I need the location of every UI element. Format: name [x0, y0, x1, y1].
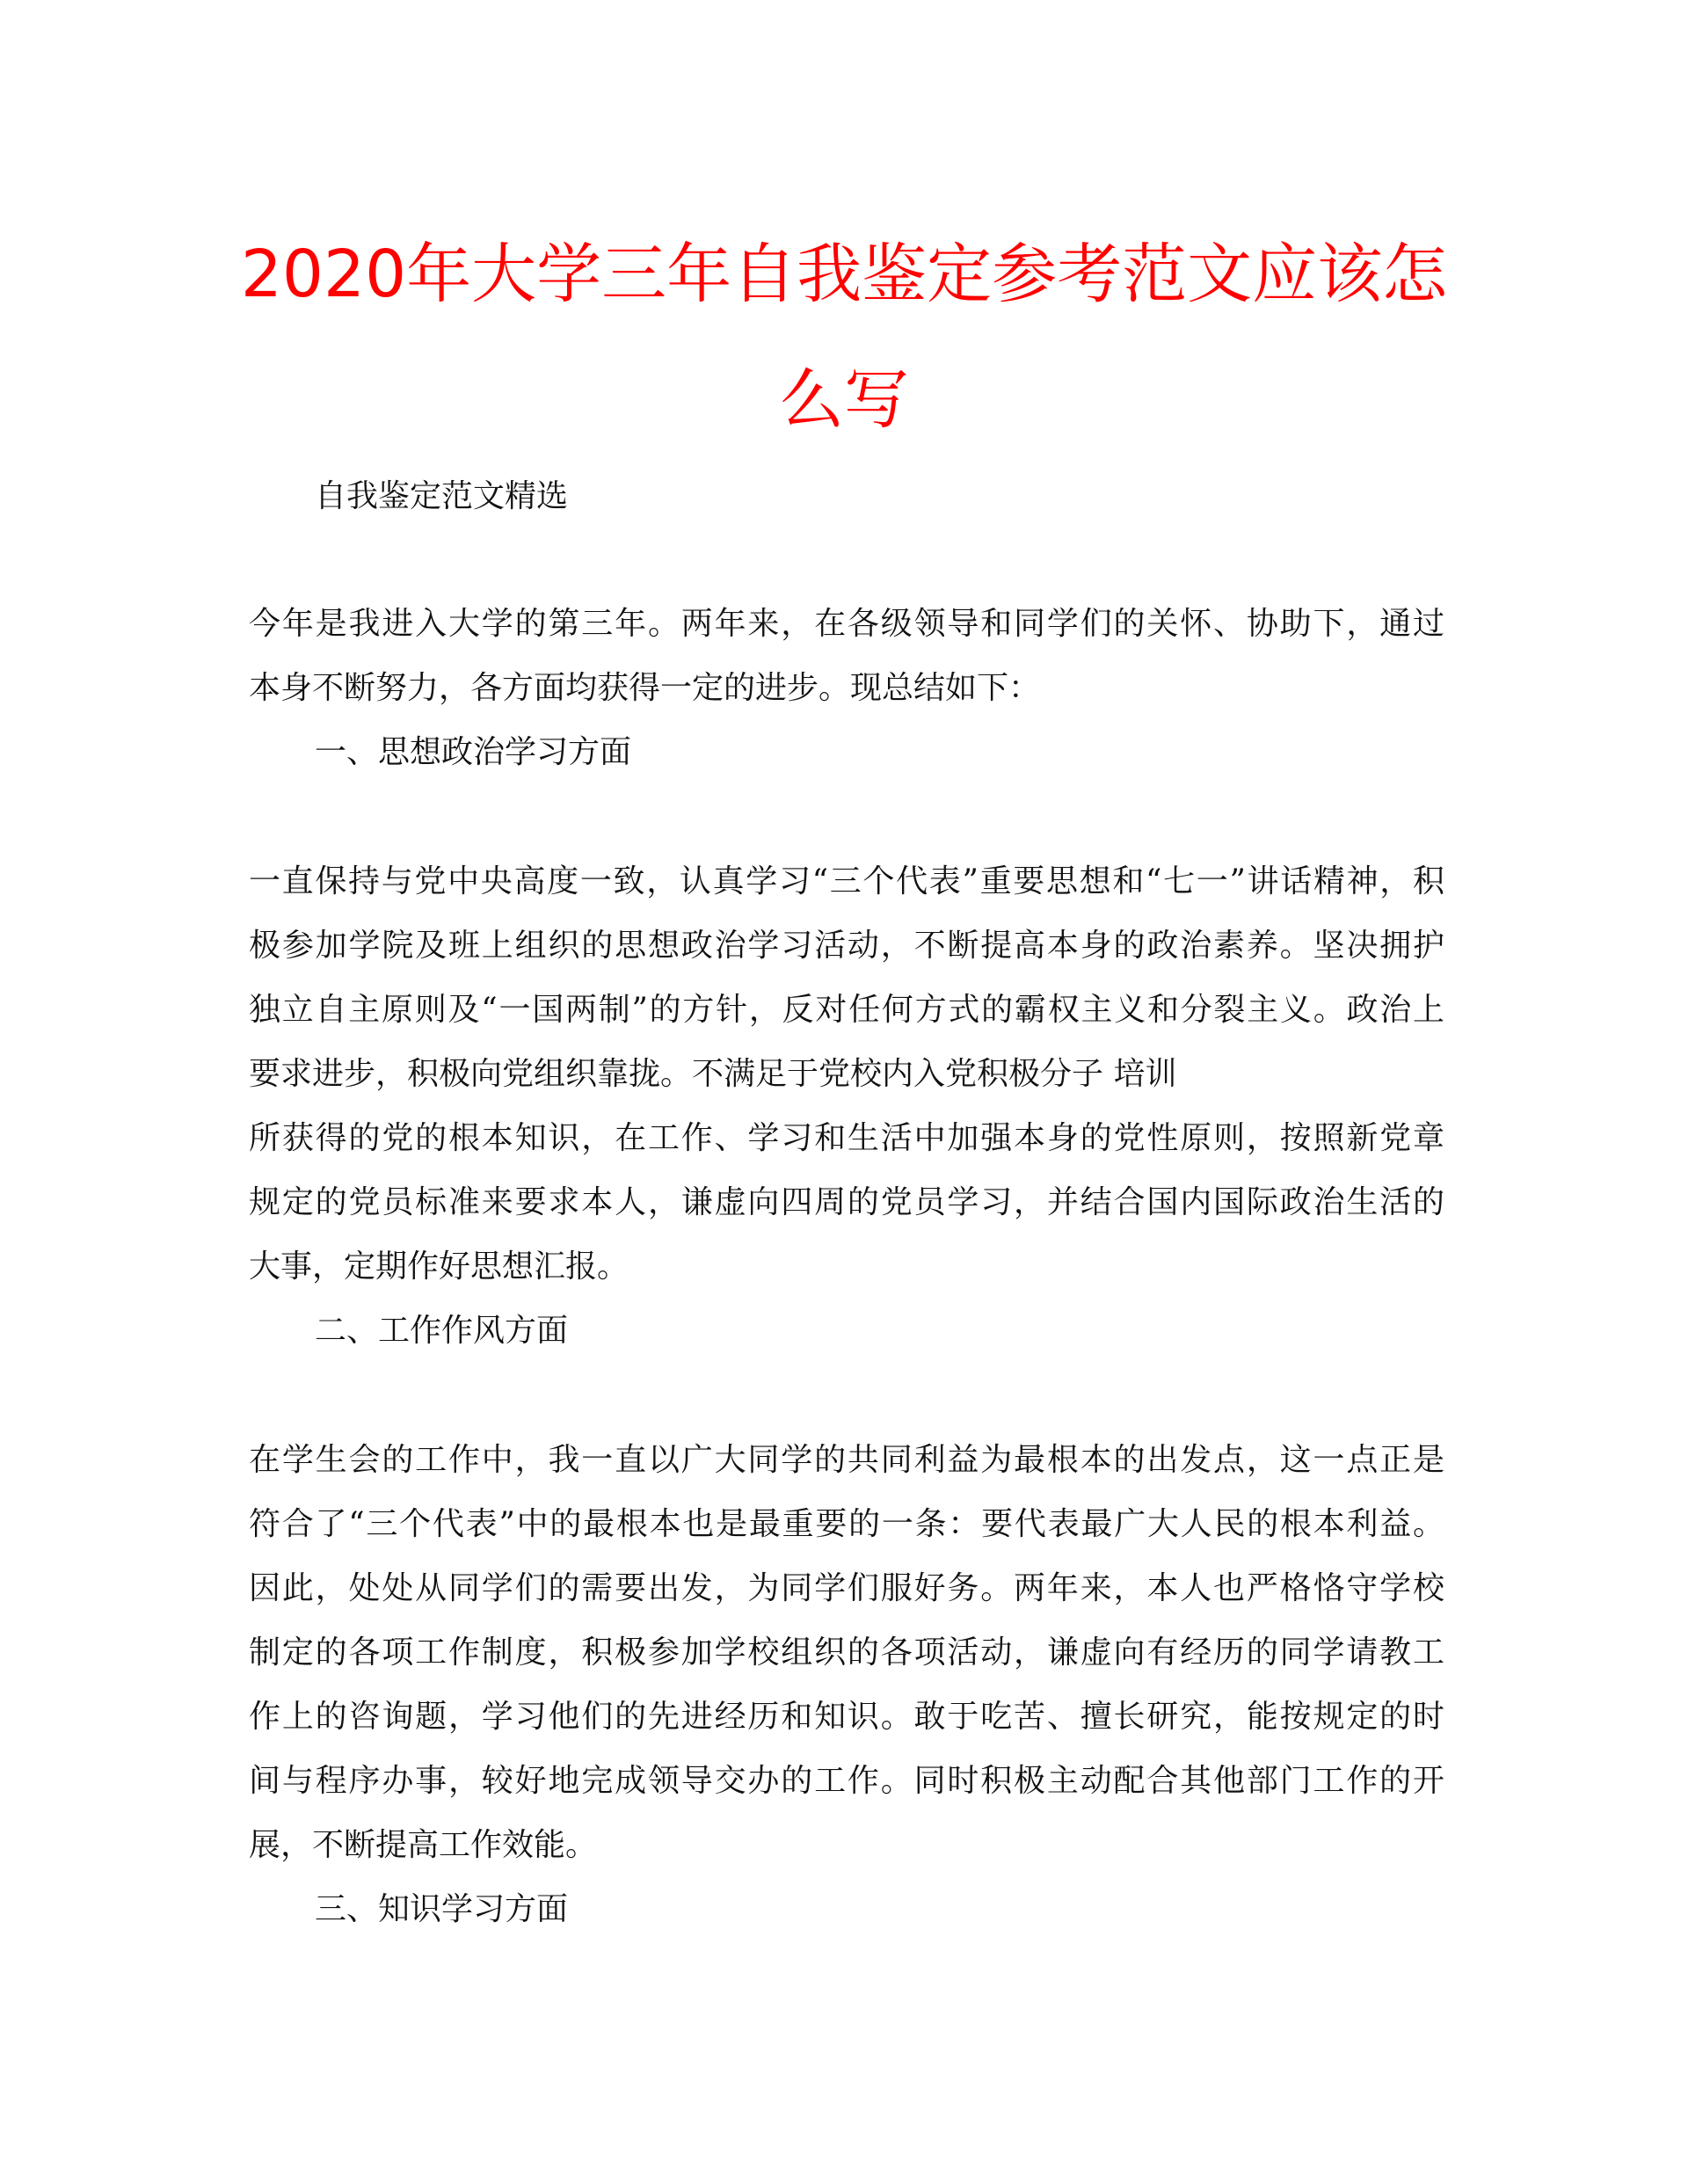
section2-line-2: 符合了“三个代表”中的最根本也是最重要的一条：要代表最广大人民的根本利益。 — [249, 1506, 1444, 1542]
document-title-line-2: 么写 — [779, 362, 909, 438]
section1-line-7: 大事，定期作好思想汇报。 — [249, 1249, 629, 1285]
intro-line-2: 本身不断努力，各方面均获得一定的进步。现总结如下： — [249, 670, 1041, 706]
section1-line-1: 一直保持与党中央高度一致，认真学习“三个代表”重要思想和“七一”讲话精神，积 — [249, 863, 1444, 899]
intro-line-1: 今年是我进入大学的第三年。两年来，在各级领导和同学们的关怀、协助下，通过 — [249, 606, 1444, 642]
section1-heading: 一、思想政治学习方面 — [315, 734, 632, 770]
document-subtitle: 自我鉴定范文精选 — [315, 478, 569, 514]
section1-line-5: 所获得的党的根本知识，在工作、学习和生活中加强本身的党性原则，按照新党章 — [249, 1120, 1444, 1156]
section3-heading: 三、知识学习方面 — [315, 1891, 569, 1927]
section2-line-3: 因此，处处从同学们的需要出发，为同学们服好务。两年来，本人也严格恪守学校 — [249, 1570, 1444, 1606]
section2-line-6: 间与程序办事，较好地完成领导交办的工作。同时积极主动配合其他部门工作的开 — [249, 1763, 1444, 1799]
section2-line-4: 制定的各项工作制度，积极参加学校组织的各项活动，谦虚向有经历的同学请教工 — [249, 1634, 1444, 1671]
section2-line-5: 作上的咨询题，学习他们的先进经历和知识。敢于吃苦、擅长研究，能按规定的时 — [249, 1699, 1444, 1735]
section1-line-4: 要求进步，积极向党组织靠拢。不满足于党校内入党积极分子 培训 — [249, 1056, 1177, 1092]
section2-heading: 二、工作作风方面 — [315, 1313, 569, 1349]
section2-line-1: 在学生会的工作中，我一直以广大同学的共同利益为最根本的出发点，这一点正是 — [249, 1442, 1444, 1478]
document-title-line-1: 2020年大学三年自我鉴定参考范文应该怎 — [240, 237, 1448, 312]
section1-line-2: 极参加学院及班上组织的思想政治学习活动，不断提高本身的政治素养。坚决拥护 — [249, 928, 1444, 964]
section1-line-3: 独立自主原则及“一国两制”的方针，反对任何方式的霸权主义和分裂主义。政治上 — [249, 992, 1444, 1028]
section2-line-7: 展，不断提高工作效能。 — [249, 1827, 598, 1863]
section1-line-6: 规定的党员标准来要求本人，谦虚向四周的党员学习，并结合国内国际政治生活的 — [249, 1184, 1444, 1220]
